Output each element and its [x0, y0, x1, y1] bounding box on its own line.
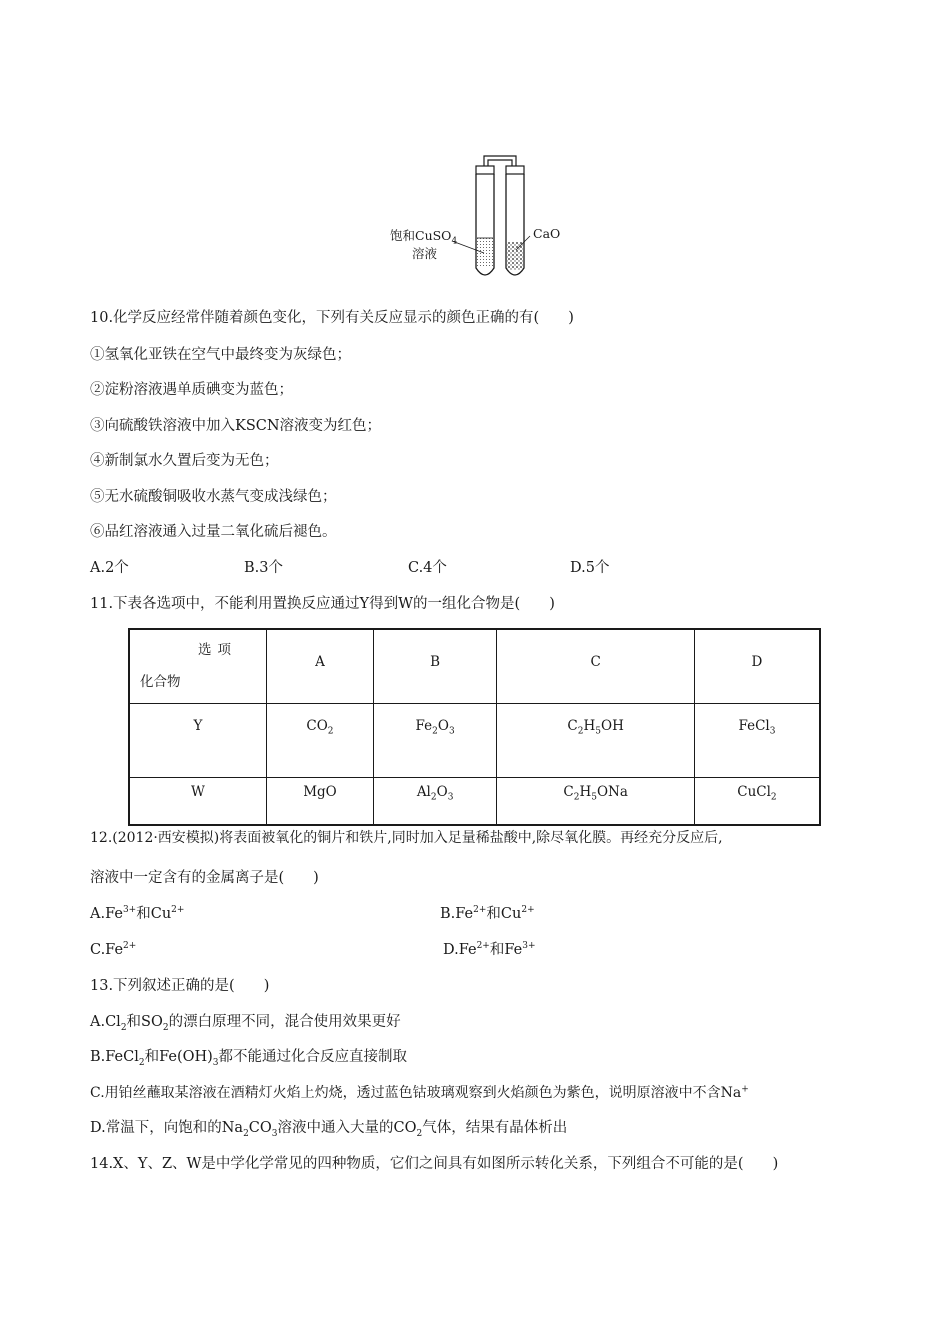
cell-w-a: MgO: [267, 777, 374, 825]
q12-stem-line-2: 溶液中一定含有的金属离子是( ): [90, 870, 319, 886]
q10-stem: 10.化学反应经常伴随着颜色变化，下列有关反应显示的颜色正确的有( ): [90, 310, 574, 326]
cell-y-d: FeCl$_3$: [694, 703, 820, 777]
col-header-c: C: [497, 629, 695, 703]
q12-option-b: $B.Fe^{2+}$和$Cu^{2+}$: [440, 905, 535, 922]
cell-w-b: $Al_2O_3$: [373, 777, 496, 825]
cao-label: CaO: [533, 226, 561, 241]
q13-stem: 13.下列叙述正确的是( ): [90, 978, 270, 994]
cell-w-c: $C_2H_5ONa$: [497, 777, 695, 825]
q13-option-a: $A.Cl_2$和$SO_2$的漂白原理不同，混合使用效果更好: [90, 1014, 401, 1033]
q10-item-1: ①氢氧化亚铁在空气中最终变为灰绿色；: [90, 347, 351, 363]
cell-y-a: $CO_2$: [267, 703, 374, 777]
q11-table: [128, 628, 821, 826]
q13-option-c: C.用铂丝蘸取某溶液在酒精灯火焰上灼烧，透过蓝色钴玻璃观察到火焰颜色为紫色，说明原溶液中不含Na+: [90, 1084, 749, 1101]
q10-item-3: ③向硫酸铁溶液中加入KSCN溶液变为红色；: [90, 418, 382, 434]
col-header-a: A: [267, 629, 374, 703]
row-label-w: W: [129, 777, 267, 825]
q14-stem: 14.X、Y、Z、W是中学化学常见的四种物质，它们之间具有如图所示转化关系，下列组合不可能的是( ): [90, 1156, 779, 1172]
cell-w-d: CuCl$_2$: [694, 777, 820, 825]
header-compound-label: 化合物: [140, 674, 181, 690]
cell-y-c: $C_2H_5OH$: [497, 703, 695, 777]
col-header-b: B: [373, 629, 496, 703]
q10-item-4: ④新制氯水久置后变为无色；: [90, 453, 279, 469]
q12-stem-line-1: 12.(2012·西安模拟)将表面被氧化的铜片和铁片,同时加入足量稀盐酸中,除尽氧化膜。再经充分反应后,: [90, 830, 723, 846]
q12-option-d: $D.Fe^{2+}$和$Fe^{3+}$: [443, 941, 536, 958]
header-options-label: 选项: [198, 642, 237, 658]
test-tube-diagram: [380, 150, 580, 290]
cell-y-b: $Fe_2O_3$: [373, 703, 496, 777]
test-tube-figure: [380, 150, 580, 290]
q10-option-a: A.2个: [90, 560, 129, 576]
q10-item-6: ⑥品红溶液通入过量二氧化硫后褪色。: [90, 524, 337, 540]
q10-option-b: B.3个: [244, 560, 283, 576]
q13-option-d: D.常温下，向饱和的$Na_2CO_3$溶液中通入大量的$CO_2$气体，结果有晶体析出: [90, 1120, 568, 1139]
q11-stem: 11.下表各选项中，不能利用置换反应通过Y得到W的一组化合物是( ): [90, 596, 555, 612]
table-header-corner: [129, 629, 267, 703]
q10-item-2: ②淀粉溶液遇单质碘变为蓝色；: [90, 382, 293, 398]
q12-option-a: $A.Fe^{3+}$和$Cu^{2+}$: [90, 905, 185, 922]
col-header-d: D: [694, 629, 820, 703]
q12-option-c: $C.Fe^{2+}$: [90, 941, 137, 958]
solution-label: 溶液: [412, 246, 438, 261]
q10-item-5: ⑤无水硫酸铜吸收水蒸气变成浅绿色；: [90, 489, 337, 505]
q13-option-b: B.FeCl$_2$和$Fe(OH)_3$都不能通过化合反应直接制取: [90, 1049, 408, 1068]
q10-option-c: C.4个: [408, 560, 447, 576]
q10-option-d: D.5个: [570, 560, 610, 576]
saturated-cuso4-label: 饱和CuSO$_4$: [390, 228, 458, 247]
row-label-y: Y: [129, 703, 267, 777]
